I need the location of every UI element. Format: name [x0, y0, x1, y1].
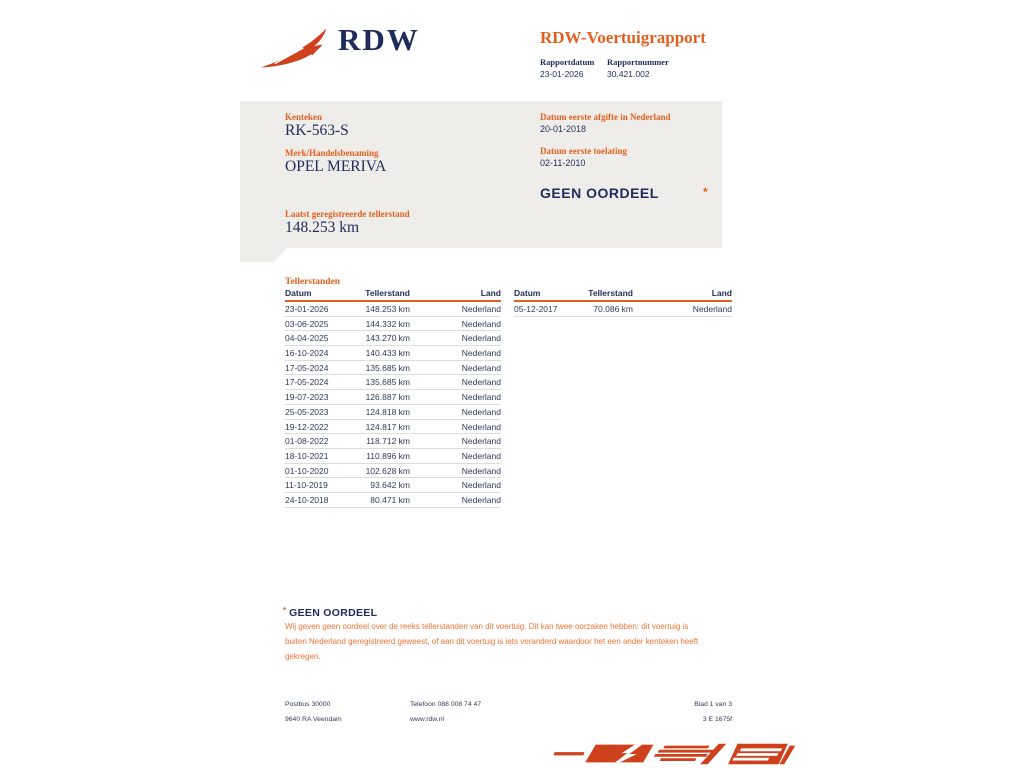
table-cell-datum: 17-05-2024	[285, 377, 329, 388]
table-cell-land: Nederland	[461, 480, 501, 491]
table-cell-datum: 01-10-2020	[285, 465, 329, 476]
report-number-label: Rapportnummer	[607, 57, 669, 67]
table-header-row	[285, 289, 501, 302]
report-date-label: Rapportdatum	[540, 57, 595, 67]
table-row	[285, 317, 501, 332]
table-cell-land: Nederland	[461, 450, 501, 461]
table-cell-land: Nederland	[461, 494, 501, 505]
table-header-row	[514, 289, 732, 302]
table-cell-tellerstand: 135.685 km	[365, 362, 410, 373]
table-cell-land: Nederland	[461, 406, 501, 417]
verdict-asterisk: *	[703, 185, 708, 199]
table-cell-datum: 05-12-2017	[514, 304, 558, 314]
table-row	[285, 346, 501, 361]
table-cell-land: Nederland	[461, 377, 501, 388]
section-title-tellerstanden: Tellerstanden	[285, 277, 341, 287]
footer-phone: Telefoon 088 008 74 47	[410, 701, 482, 708]
table-cell-tellerstand: 124.817 km	[365, 421, 410, 432]
table-cell-datum: 19-12-2022	[285, 421, 329, 432]
table-cell-tellerstand: 124.818 km	[365, 406, 410, 417]
table-row	[285, 464, 501, 479]
table-cell-datum: 04-04-2025	[285, 333, 329, 344]
table-cell-tellerstand: 118.712 km	[366, 436, 410, 447]
col-header-tellerstand: Tellerstand	[588, 288, 633, 298]
table-cell-datum: 23-01-2026	[285, 304, 329, 314]
page-title: RDW-Voertuigrapport	[540, 28, 706, 47]
kenteken-value: RK-563-S	[285, 122, 349, 139]
verdict-text: GEEN OORDEEL	[540, 185, 659, 201]
footer-page-number: Blad 1 van 3	[694, 701, 732, 708]
table-cell-tellerstand: 143.270 km	[365, 333, 410, 344]
footnote-body: Wij geven geen oordeel over de reeks tellerstanden van dit voertuig. Dit kan twee oorzaken hebben: dit voertuig is buiten Nederland geregistreerd geweest, of aan dit voertuig is iets veranderd waardoor het een ander kenteken heeft gekregen.	[285, 622, 699, 661]
table-cell-tellerstand: 70.086 km	[593, 304, 633, 314]
rdw-logo-text: RDW	[338, 22, 420, 57]
table-row	[514, 302, 732, 317]
table-cell-tellerstand: 80.471 km	[370, 494, 410, 505]
table-cell-land: Nederland	[461, 362, 501, 373]
footer-contact	[410, 697, 481, 727]
table-cell-land: Nederland	[461, 392, 501, 403]
table-cell-datum: 16-10-2024	[285, 348, 329, 359]
report-number-value: 30.421.002	[607, 69, 650, 79]
merk-value: OPEL MERIVA	[285, 158, 387, 175]
odometer-table-right	[514, 289, 732, 317]
first-admission-value: 02-11-2010	[540, 158, 586, 168]
merk-label: Merk/Handelsbenaming	[285, 148, 379, 158]
table-cell-tellerstand: 140.433 km	[365, 348, 410, 359]
table-row	[285, 449, 501, 464]
first-issue-value: 20-01-2018	[540, 124, 587, 134]
table-row	[285, 478, 501, 493]
table-row	[285, 390, 501, 405]
table-row	[285, 493, 501, 508]
footer-address	[285, 697, 342, 727]
footer-page-info	[600, 697, 732, 727]
table-cell-datum: 19-07-2023	[285, 392, 329, 403]
table-cell-datum: 17-05-2024	[285, 362, 329, 373]
table-cell-land: Nederland	[461, 333, 501, 344]
col-header-datum: Datum	[285, 288, 312, 298]
report-date-value: 23-01-2026	[540, 69, 584, 79]
table-cell-datum: 24-10-2018	[285, 494, 329, 505]
table-cell-land: Nederland	[461, 348, 501, 359]
col-header-land: Land	[711, 288, 732, 298]
first-issue-label: Datum eerste afgifte in Nederland	[540, 112, 671, 122]
table-cell-tellerstand: 110.896 km	[366, 450, 410, 461]
footer-address-line2: 9640 RA Veendam	[285, 716, 342, 723]
odometer-table-left	[285, 289, 501, 508]
kenteken-label: Kenteken	[285, 112, 322, 122]
table-cell-datum: 03-06-2025	[285, 318, 329, 329]
table-cell-datum: 11-10-2019	[285, 480, 328, 491]
table-cell-tellerstand: 148.253 km	[365, 304, 410, 314]
col-header-tellerstand: Tellerstand	[365, 288, 410, 298]
table-cell-land: Nederland	[461, 318, 501, 329]
col-header-datum: Datum	[514, 288, 541, 298]
rdw-wing-logo-icon	[256, 25, 334, 71]
col-header-land: Land	[480, 288, 501, 298]
footer-form-code: 3 E 1675f	[702, 716, 732, 723]
table-cell-land: Nederland	[461, 421, 501, 432]
rdw-stripes-graphic-icon	[545, 740, 803, 768]
footnote-asterisk: *	[283, 606, 287, 615]
footer-website: www.rdw.nl	[410, 716, 444, 723]
table-cell-land: Nederland	[461, 465, 501, 476]
table-cell-datum: 01-08-2022	[285, 436, 329, 447]
table-row	[285, 302, 501, 317]
table-cell-tellerstand: 126.887 km	[365, 392, 410, 403]
odometer-label: Laatst geregistreerde tellerstand	[285, 209, 410, 219]
odometer-table-left-body	[285, 302, 501, 508]
table-cell-tellerstand: 93.642 km	[370, 480, 410, 491]
table-cell-datum: 18-10-2021	[285, 450, 329, 461]
table-cell-datum: 25-05-2023	[285, 406, 329, 417]
table-cell-tellerstand: 135.685 km	[365, 377, 410, 388]
odometer-value: 148.253 km	[285, 219, 360, 236]
footnote-title: GEEN OORDEEL	[289, 607, 378, 619]
table-row	[285, 361, 501, 376]
summary-box-tab	[240, 247, 288, 262]
table-cell-land: Nederland	[461, 304, 501, 314]
table-row	[285, 405, 501, 420]
odometer-table-right-body	[514, 302, 732, 317]
table-row	[285, 434, 501, 449]
footer-address-line1: Postbus 30000	[285, 701, 331, 708]
table-row	[285, 420, 501, 435]
table-cell-tellerstand: 102.628 km	[365, 465, 410, 476]
table-cell-land: Nederland	[692, 304, 732, 314]
table-cell-tellerstand: 144.332 km	[365, 318, 410, 329]
table-row	[285, 375, 501, 390]
first-admission-label: Datum eerste toelating	[540, 146, 627, 156]
table-cell-land: Nederland	[461, 436, 501, 447]
table-row	[285, 331, 501, 346]
